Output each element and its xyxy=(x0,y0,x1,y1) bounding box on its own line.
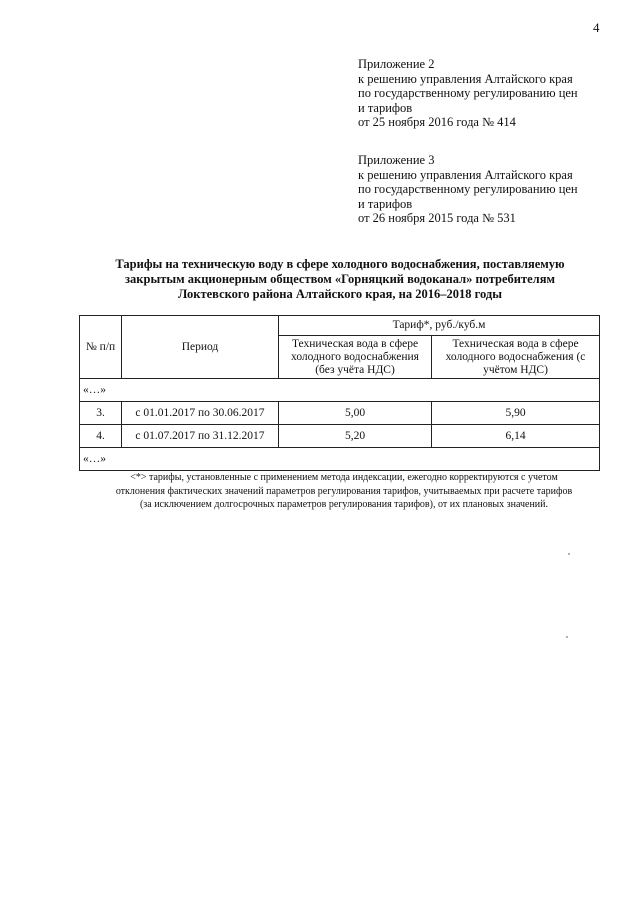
appendix-line: по государственному регулированию цен xyxy=(358,182,578,196)
appendix-line: от 26 ноября 2015 года № 531 xyxy=(358,211,516,225)
row-period: с 01.01.2017 по 30.06.2017 xyxy=(122,402,279,425)
header-period: Период xyxy=(122,316,279,379)
table-row xyxy=(80,402,600,425)
header-tariff-group: Тариф*, руб./куб.м xyxy=(279,316,600,336)
footnote-line: (за исключением долгосрочных параметров регулирования тарифов), от их плановых значений. xyxy=(139,499,549,510)
ellipsis-row: «…» xyxy=(80,379,600,402)
scan-speck xyxy=(566,636,568,638)
row-with-vat: 6,14 xyxy=(432,425,600,448)
footnote-line: отклонения фактических значений параметров регулирования тарифов, учитываемых при расчете тарифов xyxy=(115,485,573,497)
header-without-vat: Техническая вода в сфере холодного водоснабжения (без учёта НДС) xyxy=(279,336,432,379)
appendix-line: к решению управления Алтайского края xyxy=(358,71,573,86)
appendix-line: и тарифов xyxy=(358,196,413,211)
row-without-vat: 5,00 xyxy=(279,402,432,425)
appendix-line: Приложение 2 xyxy=(358,57,435,71)
title-line: Локтевского района Алтайского края, на 2016–2018 годы xyxy=(178,287,502,301)
page-number: 4 xyxy=(593,20,600,35)
row-with-vat: 5,90 xyxy=(432,402,600,425)
row-number: 3. xyxy=(80,402,122,425)
title-line: Тарифы на техническую воду в сфере холодного водоснабжения, поставляемую xyxy=(115,257,565,271)
footnote xyxy=(84,471,604,512)
scan-speck xyxy=(568,553,570,555)
document-title xyxy=(60,257,620,302)
tariff-table xyxy=(79,315,600,471)
title-line: закрытым акционерным обществом «Горняцкий водоканал» потребителям xyxy=(125,272,555,286)
appendix-line: Приложение 3 xyxy=(358,153,435,167)
row-without-vat: 5,20 xyxy=(279,425,432,448)
footnote-line: <*> тарифы, установленные с применением метода индексации, ежегодно корректируются с учетом xyxy=(130,472,558,483)
appendix-line: и тарифов xyxy=(358,100,413,115)
header-with-vat: Техническая вода в сфере холодного водоснабжения (с учётом НДС) xyxy=(432,336,600,379)
appendix-line: от 25 ноября 2016 года № 414 xyxy=(358,115,516,129)
table-row xyxy=(80,425,600,448)
appendix-line: к решению управления Алтайского края xyxy=(358,167,573,182)
appendix-2-header xyxy=(358,57,578,130)
ellipsis-row: «…» xyxy=(80,448,600,471)
appendix-line: по государственному регулированию цен xyxy=(358,86,578,100)
header-number: № п/п xyxy=(80,316,122,379)
row-period: с 01.07.2017 по 31.12.2017 xyxy=(122,425,279,448)
appendix-3-header xyxy=(358,153,578,226)
row-number: 4. xyxy=(80,425,122,448)
